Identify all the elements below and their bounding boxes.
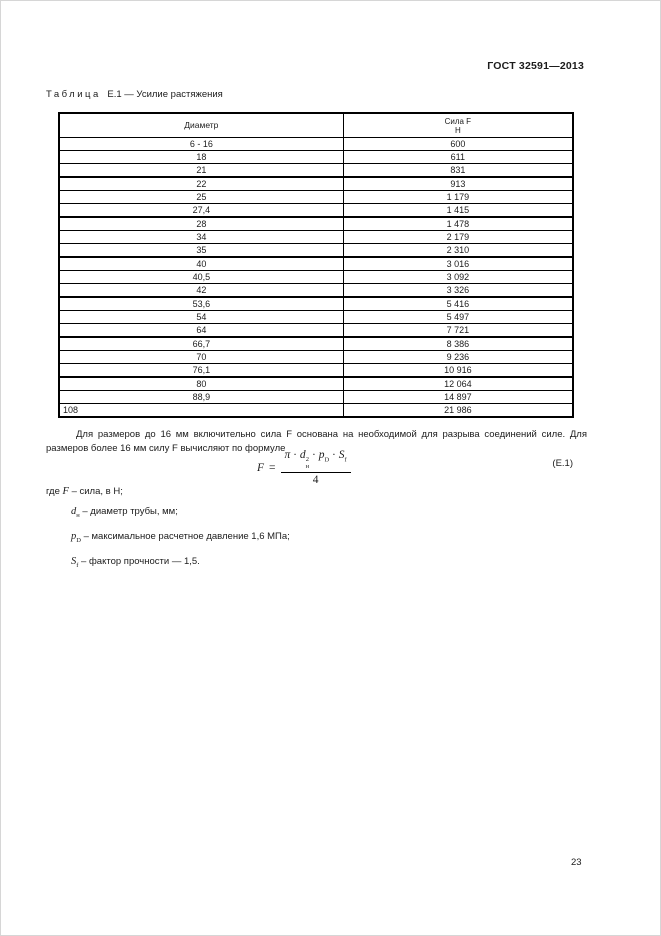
- definition-diameter: [71, 505, 290, 522]
- force-cell: 600: [343, 138, 573, 151]
- diameter-exponent: 2: [305, 456, 309, 463]
- definition-text: – диаметр трубы, мм;: [79, 506, 178, 517]
- force-cell: 3 092: [343, 271, 573, 284]
- definition-force: [46, 485, 290, 498]
- formula-band: [1, 447, 661, 485]
- diameter-cell: 34: [59, 231, 343, 244]
- force-column-header: [343, 113, 573, 138]
- table-body: [59, 138, 573, 418]
- force-variable: F: [62, 486, 69, 497]
- diameter-supsub: [306, 457, 309, 470]
- force-cell: 10 916: [343, 364, 573, 378]
- definition-pressure: [71, 530, 290, 547]
- document-code-header: ГОСТ 32591—2013: [487, 60, 584, 72]
- table-caption-label: Таблица: [46, 89, 101, 100]
- definitions-list: [46, 485, 290, 580]
- force-cell: 2 179: [343, 231, 573, 244]
- safety-factor-variable: S: [338, 449, 345, 461]
- force-cell: 8 386: [343, 337, 573, 351]
- diameter-cell: 22: [59, 177, 343, 191]
- force-cell: 21 986: [343, 404, 573, 418]
- page-number: 23: [571, 857, 582, 868]
- force-cell: 2 310: [343, 244, 573, 258]
- definition-prefix: где: [46, 486, 63, 497]
- force-header-line1: Сила F: [444, 116, 472, 126]
- diameter-column-header: Диаметр: [59, 113, 343, 138]
- diameter-cell: 80: [59, 377, 343, 391]
- formula-e1: [257, 449, 351, 486]
- definition-safety-factor: [71, 555, 290, 572]
- dot-operator: ·: [312, 449, 316, 461]
- table-row: [59, 284, 573, 298]
- diameter-variable: d: [71, 506, 77, 517]
- force-cell: 3 326: [343, 284, 573, 298]
- diameter-cell: 54: [59, 311, 343, 324]
- definition-text: – сила, в Н;: [68, 486, 123, 497]
- table-row: [59, 191, 573, 204]
- diameter-cell: 40: [59, 257, 343, 271]
- force-cell: 611: [343, 151, 573, 164]
- force-cell: 7 721: [343, 324, 573, 338]
- force-cell: 12 064: [343, 377, 573, 391]
- diameter-cell: 18: [59, 151, 343, 164]
- pressure-variable: p: [318, 449, 325, 461]
- table-caption-text: Е.1 — Усилие растяжения: [107, 89, 223, 100]
- diameter-cell: 76,1: [59, 364, 343, 378]
- table-row: [59, 204, 573, 218]
- table-row: [59, 351, 573, 364]
- pressure-subscript: D: [76, 536, 81, 544]
- diameter-cell: 53,6: [59, 297, 343, 311]
- table-row: [59, 257, 573, 271]
- table-row: [59, 391, 573, 404]
- diameter-cell: 25: [59, 191, 343, 204]
- safety-factor-variable: S: [71, 555, 77, 567]
- table-row: [59, 231, 573, 244]
- force-cell: 913: [343, 177, 573, 191]
- diameter-variable: d: [299, 449, 306, 461]
- diameter-cell: 21: [59, 164, 343, 178]
- table-row: [59, 377, 573, 391]
- table-row: [59, 271, 573, 284]
- force-cell: 1 478: [343, 217, 573, 231]
- force-cell: 14 897: [343, 391, 573, 404]
- table-row: [59, 311, 573, 324]
- pi-symbol: π: [284, 449, 291, 461]
- equals-sign: =: [269, 461, 276, 474]
- body-paragraph: Для размеров до 16 мм включительно сила F основана на необходимой для разрыва соединений силе. Для размеров более 16 мм силу F вычисляют по формуле: [46, 428, 587, 454]
- diameter-cell: 70: [59, 351, 343, 364]
- tension-force-table: [58, 112, 574, 418]
- diameter-subscript: н: [76, 511, 80, 519]
- pressure-variable: p: [71, 530, 77, 542]
- force-cell: 831: [343, 164, 573, 178]
- diameter-subscript: н: [305, 462, 310, 470]
- force-cell: 1 179: [343, 191, 573, 204]
- definition-text: – фактор прочности — 1,5.: [78, 555, 200, 567]
- diameter-cell: 28: [59, 217, 343, 231]
- equation-number: (Е.1): [552, 458, 573, 469]
- table-row: [59, 177, 573, 191]
- diameter-cell: 108: [59, 404, 343, 418]
- force-cell: 3 016: [343, 257, 573, 271]
- table-header-row: [59, 113, 573, 138]
- force-cell: 5 416: [343, 297, 573, 311]
- diameter-cell: 88,9: [59, 391, 343, 404]
- table-caption: [46, 89, 223, 100]
- diameter-cell: 64: [59, 324, 343, 338]
- formula-fraction: [281, 449, 351, 486]
- table-row: [59, 297, 573, 311]
- table-row: [59, 324, 573, 338]
- diameter-cell: 42: [59, 284, 343, 298]
- force-cell: 9 236: [343, 351, 573, 364]
- safety-factor-subscript: f: [344, 456, 347, 464]
- diameter-cell: 6 - 16: [59, 138, 343, 151]
- diameter-cell: 40,5: [59, 271, 343, 284]
- formula-lhs: F: [257, 461, 265, 474]
- dot-operator: ·: [293, 449, 298, 461]
- diameter-cell: 66,7: [59, 337, 343, 351]
- table-row: [59, 138, 573, 151]
- force-header-line2: Н: [454, 125, 461, 135]
- formula-denominator: 4: [312, 474, 319, 486]
- table-row: [59, 217, 573, 231]
- formula-numerator: [281, 449, 351, 473]
- diameter-cell: 27,4: [59, 204, 343, 218]
- table-row: [59, 364, 573, 378]
- table-row: [59, 337, 573, 351]
- safety-factor-subscript: f: [76, 561, 79, 569]
- table-header: [59, 113, 573, 138]
- table-row: [59, 404, 573, 418]
- table-row: [59, 151, 573, 164]
- diameter-cell: 35: [59, 244, 343, 258]
- table-row: [59, 164, 573, 178]
- definition-text: – максимальное расчетное давление 1,6 МПа;: [80, 530, 290, 542]
- pressure-subscript: D: [324, 456, 330, 464]
- table-row: [59, 244, 573, 258]
- force-cell: 5 497: [343, 311, 573, 324]
- dot-operator: ·: [332, 449, 336, 461]
- force-cell: 1 415: [343, 204, 573, 218]
